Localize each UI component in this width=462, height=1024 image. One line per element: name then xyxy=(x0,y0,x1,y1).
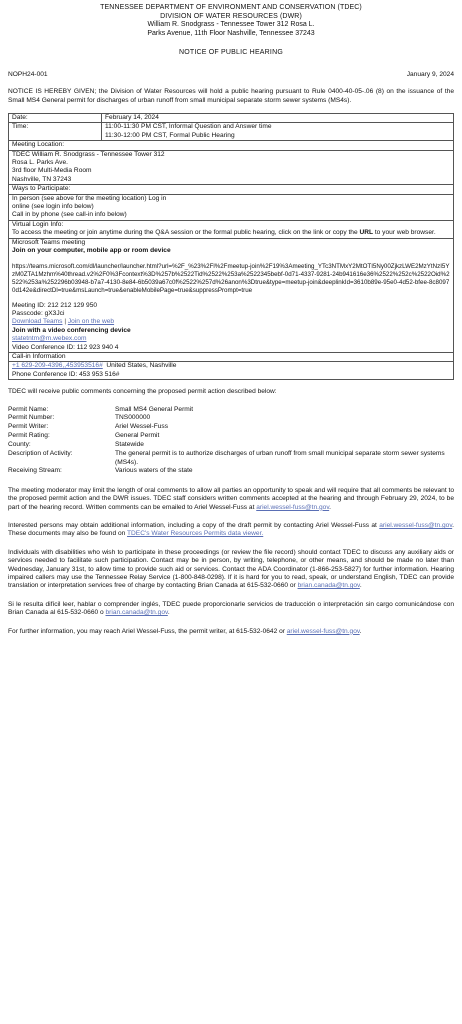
location-header-row xyxy=(9,141,454,150)
reference-line xyxy=(8,71,454,79)
time-row xyxy=(9,123,454,141)
ariel-email-link-3[interactable]: ariel.wessel-fuss@tn.gov xyxy=(286,627,360,635)
permit-value: Ariel Wessel-Fuss xyxy=(115,423,169,431)
permit-key: Permit Name: xyxy=(8,405,49,413)
period: . xyxy=(359,582,362,590)
ways-list xyxy=(9,194,454,220)
disabilities-paragraph xyxy=(8,549,454,591)
moderator-text: The meeting moderator may limit the length of oral comments to allow all parties an opportunity to speak and will require that all comments be relevant to the proposed permit action and the DWR issues. TDEC staff considers written comments accepted at the hearing and through February 29, 2024, to be part of the hearing record. Written comments can be emailed to Ariel Wessel-Fuss at xyxy=(8,486,454,511)
period: . xyxy=(329,503,331,511)
notice-number: NOPH24-001 xyxy=(8,70,48,78)
video-conf-heading: Join with a video conferencing device xyxy=(12,326,131,334)
letterhead xyxy=(8,4,454,38)
location-label: Meeting Location: xyxy=(9,141,454,150)
notice-title: NOTICE OF PUBLIC HEARING xyxy=(179,49,283,57)
period: . xyxy=(167,609,170,617)
location-row xyxy=(9,150,454,185)
phone-line xyxy=(12,362,450,370)
location-line: Nashville, TN 37243 xyxy=(12,175,72,183)
way-item: Call in by phone (see call-in info below) xyxy=(12,211,127,219)
video-conf-id: Video Conference ID: 112 923 940 4 xyxy=(12,343,119,351)
virtual-label: Virtual Login Info: xyxy=(12,220,64,228)
permit-key: Permit Rating: xyxy=(8,432,50,440)
brian-email-link[interactable]: brian.canada@tn.gov xyxy=(297,582,360,590)
interested-paragraph xyxy=(8,522,454,539)
permit-value: General Permit xyxy=(115,432,160,440)
spanish-text: Si le resulta difícil leer, hablar o comprender inglés, TDEC puede proporcionarle servicios de traducción o interpretación sin cargo comunicándose con Brian Canada al 615-532-0660 o xyxy=(8,600,454,617)
way-item: online (see login info below) xyxy=(12,203,94,211)
location-address xyxy=(9,150,454,185)
permit-value: The general permit is to authorize discharges of urban runoff from small municipal separate storm sewer systems (MS4s). xyxy=(115,450,445,466)
meeting-id: Meeting ID: 212 212 129 950 xyxy=(12,301,98,309)
join-web-link[interactable]: Join on the web xyxy=(67,318,115,326)
phone-location: United States, Nashville xyxy=(106,362,177,370)
further-text: For further information, you may reach Ariel Wessel-Fuss, the permit writer, at 615-532-0642 or xyxy=(8,627,287,635)
permit-key: Receiving Stream: xyxy=(8,467,62,475)
permit-key: Description of Activity: xyxy=(8,450,73,458)
permit-key: Permit Number: xyxy=(8,414,55,422)
teams-row xyxy=(9,238,454,352)
disabilities-text: Individuals with disabilities who wish to participate in these proceedings (or review the file record) should contact TDEC to discuss any auxiliary aids or services needed to facilitate such participation. Contact may be in person, by writing, telephone, or other means, and should be made no later than Wednesday, January 31st, to allow time to provide such aid or services. Contact the ADA Coordinator (1-866-253-5827) for further information. Hearing impaired callers may use the Tennessee Relay Service (1-800-848-0298). If it is hard for you to read, speak, or understand English, TDEC can provide translation or interpretation services free of charge by contacting Brian Canada at 615-532-0660 or xyxy=(8,548,454,590)
location-line: 3rd floor Multi-Media Room xyxy=(12,167,92,175)
division-name: DIVISION OF WATER RESOURCES (DWR) xyxy=(160,12,302,20)
teams-cell xyxy=(9,238,454,352)
ariel-email-link-2[interactable]: ariel.wessel-fuss@tn.gov xyxy=(379,522,453,530)
permit-value: Statewide xyxy=(115,441,144,449)
passcode: Passcode: gX3Jci xyxy=(12,309,65,317)
moderator-paragraph xyxy=(8,487,454,512)
teams-meeting-link[interactable]: https://teams.microsoft.com/dl/launcher/launcher.html?url=%2F_%23%2Fl%2Fmeetup-join%2F19%3Ameeting_YTc3NTMxY2MtOTI5Ny00ZjkzLWE2MzYtNzI5YzM0ZTA1Mzhm%40thread.v2%2F0%3Fcontext%3D%257b%2522Tid%2522%253a%2522345bebf-0d71-4337-9281-24b941616e36%2522%252c%2522Oid%2522%253a%252296b03948-b7a7-4130-8e84-6b5039a67c0f%2522%257d%26anon%3Dtrue&type=meetup-join&deeplinkId=3610b89e-95e0-4d52-bfee-8c80970d142e&directDl=true&msLaunch=true&enableMobilePage=true&suppressPrompt=true xyxy=(12,262,450,294)
ariel-email-link[interactable]: ariel.wessel-fuss@tn.gov xyxy=(256,503,330,511)
virtual-text-end: to your web browser. xyxy=(373,229,436,237)
teams-links: Download Teams | Join on the web xyxy=(12,318,115,326)
virtual-instructions xyxy=(12,229,450,237)
time-qa: 11:00-11:30 PM CST, Informal Question and Answer time xyxy=(105,123,272,131)
brian-email-link-2[interactable]: brian.canada@tn.gov xyxy=(105,609,168,617)
meeting-info-table xyxy=(8,113,454,380)
date-row xyxy=(9,114,454,123)
way-item: In person (see above for the meeting location) Log in xyxy=(12,194,167,202)
virtual-row xyxy=(9,220,454,238)
spanish-paragraph xyxy=(8,601,454,618)
url-bold: URL xyxy=(359,229,374,237)
callin-cell xyxy=(9,362,454,380)
location-line: Rosa L. Parks Ave. xyxy=(12,159,68,167)
time-label: Time: xyxy=(9,123,102,141)
further-info-paragraph xyxy=(8,628,454,636)
download-teams-link[interactable]: Download Teams xyxy=(12,318,63,326)
virtual-text: To access the meeting or join anytime during the Q&A session or the formal public hearing, click on the link or copy the xyxy=(12,229,360,237)
callin-row xyxy=(9,362,454,380)
period: . xyxy=(359,627,362,635)
intro-paragraph: NOTICE IS HEREBY GIVEN; the Division of Water Resources will hold a public hearing pursuant to Rule 0400-40-05-.06 (8) on the issuance of the Small MS4 General permit for discharges of urban runoff from small municipal separate storm sewer systems (MS4s). xyxy=(8,88,454,104)
teams-title: Microsoft Teams meeting xyxy=(12,238,86,246)
time-hearing: 11:30-12:00 PM CST, Formal Public Hearing xyxy=(105,131,235,139)
phone-conf-id: Phone Conference ID: 453 953 516# xyxy=(12,370,120,378)
interested-text-2: . These documents may also be found on xyxy=(8,522,454,538)
ways-header-row xyxy=(9,185,454,194)
interested-text: Interested persons may obtain additional information, including a copy of the draft permit by contacting Ariel Wessel-Fuss at xyxy=(8,522,380,530)
permit-value: TNS000000 xyxy=(115,414,151,422)
ways-row xyxy=(9,194,454,220)
date-label: Date: xyxy=(9,114,102,123)
permit-key: County: xyxy=(8,441,31,449)
ways-label: Ways to Participate: xyxy=(9,185,454,194)
permit-value: Small MS4 General Permit xyxy=(115,405,194,413)
agency-name: TENNESSEE DEPARTMENT OF ENVIRONMENT AND CONSERVATION (TDEC) xyxy=(100,4,362,11)
date-value: February 14, 2024 xyxy=(102,114,454,123)
permit-details xyxy=(8,406,454,476)
permit-value: Various waters of the state xyxy=(115,467,193,475)
permits-viewer-link[interactable]: TDEC's Water Resources Permits data viewer. xyxy=(127,530,264,538)
address-line-2: Parks Avenue, 11th Floor Nashville, Tennessee 37243 xyxy=(147,29,315,37)
address-line-1: William R. Snodgrass - Tennessee Tower 312 Rosa L. xyxy=(147,21,315,29)
comments-intro: TDEC will receive public comments concerning the proposed permit action described below: xyxy=(8,388,277,396)
permit-key: Permit Writer: xyxy=(8,423,49,431)
video-email-link[interactable]: statetntm@m.webex.com xyxy=(12,335,87,343)
phone-link[interactable]: +1 629-209-4396,,453953516# xyxy=(12,362,103,370)
time-value xyxy=(102,123,454,141)
teams-join-heading: Join on your computer, mobile app or room device xyxy=(12,247,171,255)
notice-date: January 9, 2024 xyxy=(406,70,454,78)
callin-header-row xyxy=(9,352,454,361)
virtual-login-cell xyxy=(9,220,454,238)
location-line: TDEC William R. Snodgrass - Tennessee Tower 312 xyxy=(12,150,165,158)
callin-label: Call-in Information xyxy=(9,352,454,361)
